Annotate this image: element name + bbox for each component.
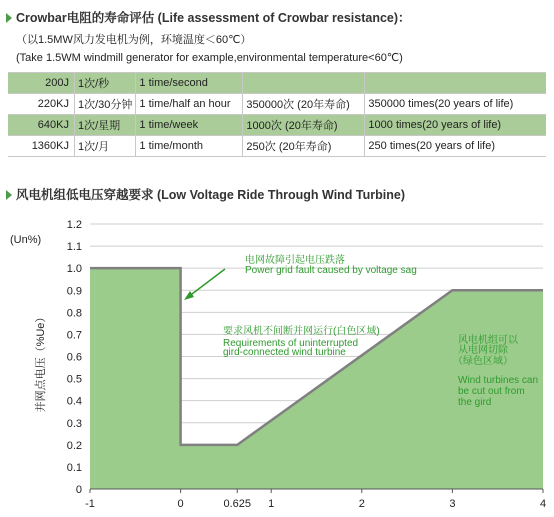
cell-life-en: 250 times(20 years of life): [365, 136, 546, 157]
y-tick-label: 0.2: [66, 439, 82, 452]
cell-energy: 220KJ: [8, 94, 75, 115]
fault-arrow: [184, 269, 225, 300]
y-tick-label: 0.9: [66, 285, 82, 298]
cell-frequency-cn: 1次/30分钟: [75, 94, 136, 115]
x-tick-label: 3: [449, 498, 456, 510]
cell-frequency-cn: 1次/月: [75, 136, 136, 157]
uninterrupted-label-cn: 要求风机不间断并网运行(白色区域): [223, 326, 380, 337]
x-tick-label: 4: [539, 498, 547, 510]
cell-frequency-en: 1 time/half an hour: [136, 94, 243, 115]
note-cn: （以1.5MW风力发电机为例，环境温度＜60℃）: [16, 34, 252, 46]
y-axis-label: 并网点电压（%Ue）: [35, 311, 47, 413]
cutout-label-cn3: （绿色区域）: [453, 356, 513, 367]
cell-life-cn: 1000次 (20年寿命): [243, 115, 365, 136]
cell-frequency-cn: 1次/秒: [75, 73, 136, 94]
section-title-crowbar: [6, 8, 411, 26]
life-table: [8, 72, 546, 157]
y-tick-label: 0.3: [66, 417, 82, 430]
y-tick-label: 0.4: [66, 395, 82, 408]
uninterrupted-label-en1: Requirements of uninterrupted: [223, 338, 359, 349]
y-tick-label: 0.5: [66, 373, 82, 386]
y-tick-label: 1.2: [66, 219, 82, 231]
cell-frequency-en: 1 time/second: [136, 73, 243, 94]
section-title-text: Crowbar电阻的寿命评估 (Life assessment of Crowbar resistance)：: [16, 11, 411, 25]
cutout-label-en2: be cut out from: [458, 386, 525, 397]
cell-frequency-en: 1 time/week: [136, 115, 243, 136]
lvrt-chart: [0, 207, 554, 517]
x-tick-label: 2: [358, 498, 365, 510]
cutout-label-cn1: 风电机组可以: [458, 335, 518, 346]
cell-frequency-en: 1 time/month: [136, 136, 243, 157]
bullet-arrow-icon: [6, 13, 12, 23]
fault-label-cn: 电网故障引起电压跌落: [245, 255, 345, 266]
note-en: (Take 1.5WM windmill generator for example,environmental temperature<60℃): [16, 52, 403, 64]
fault-label-en: Power grid fault caused by voltage sag: [245, 265, 417, 276]
cell-life-en: [365, 73, 546, 94]
x-tick-label: 0: [177, 498, 184, 510]
x-tick-label: 1: [268, 498, 275, 510]
cutout-label-cn2: 从电网切除: [458, 345, 508, 356]
y-tick-label: 0.8: [66, 307, 82, 320]
cell-energy: 1360KJ: [8, 136, 75, 157]
cell-life-cn: 250次 (20年寿命): [243, 136, 365, 157]
uninterrupted-label-en2: gird-connected wind turbine: [223, 347, 346, 358]
table-row: [8, 136, 546, 157]
cell-life-en: 350000 times(20 years of life): [365, 94, 546, 115]
y-tick-label: 1.0: [66, 263, 82, 276]
table-row: [8, 94, 546, 115]
x-tick-label: -1: [85, 498, 95, 510]
section-title-lvrt: [6, 185, 405, 203]
bullet-arrow-icon: [6, 190, 12, 200]
cutout-label-en3: the gird: [458, 397, 492, 408]
cell-life-cn: 350000次 (20年寿命): [243, 94, 365, 115]
y-unit-label: (Un%): [10, 234, 42, 246]
cell-life-cn: [243, 73, 365, 94]
cell-frequency-cn: 1次/星期: [75, 115, 136, 136]
cutout-label-en1: Wind turbines can: [458, 375, 539, 386]
table-row: [8, 115, 546, 136]
y-tick-label: 0.1: [66, 461, 82, 474]
x-tick-label: 0.625: [223, 498, 251, 510]
section-title-text: 风电机组低电压穿越要求 (Low Voltage Ride Through Wind Turbine): [16, 188, 405, 202]
cell-energy: 640KJ: [8, 115, 75, 136]
y-tick-label: 0.6: [66, 351, 82, 364]
cell-energy: 200J: [8, 73, 75, 94]
table-row: [8, 73, 546, 94]
y-tick-label: 0: [75, 484, 82, 496]
y-tick-label: 0.7: [66, 329, 82, 342]
y-tick-label: 1.1: [66, 241, 82, 254]
cell-life-en: 1000 times(20 years of life): [365, 115, 546, 136]
